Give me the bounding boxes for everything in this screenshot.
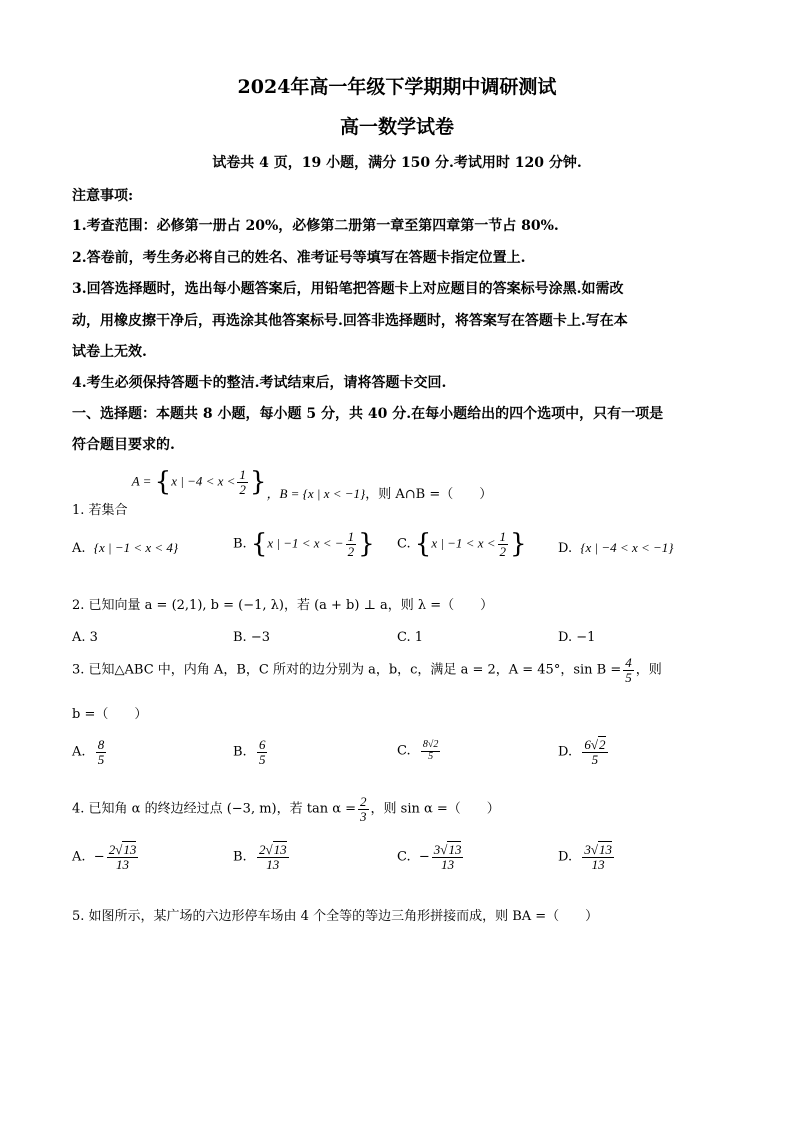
section-heading-line-1: 一、选择题：本题共 8 小题，每小题 5 分，共 40 分.在每小题给出的四个选项中，只有一项是 [72, 406, 664, 422]
q4-option-c[interactable]: C. − $\frac{3√13}{13}$ [397, 842, 462, 872]
q2-option-d[interactable]: D. −1 [558, 630, 596, 645]
q2-option-c[interactable]: C. 1 [397, 630, 424, 645]
q1-option-d[interactable]: D. {x | −4 < x < −1} [558, 540, 674, 556]
q4-option-d[interactable]: D. $\frac{3√13}{13}$ [558, 842, 612, 872]
q2-option-b[interactable]: B. −3 [233, 630, 270, 645]
note-3-line-2: 动，用橡皮擦干净后，再选涂其他答案标号.回答非选择题时，将答案写在答题卡上.写在本 [72, 313, 628, 329]
note-3-line-1: 3.回答选择题时，选出每小题答案后，用铅笔把答题卡上对应题目的答案标号涂黑.如需改 [72, 281, 624, 297]
q4-option-b[interactable]: B. $\frac{2√13}{13}$ [233, 842, 287, 872]
q3-option-a[interactable]: A. $\frac{8}{5}$ [72, 737, 105, 767]
section-heading-line-2: 符合题目要求的. [72, 437, 175, 453]
note-4: 4.考生必须保持答题卡的整洁.考试结束后，请将答题卡交回. [72, 375, 447, 391]
q1-option-a[interactable]: A. {x | −1 < x < 4} [72, 540, 179, 556]
exam-title: 2024年高一年级下学期期中调研测试 [237, 76, 557, 98]
q1-option-b[interactable]: B. {x | −1 < x < − $\frac{1}{2}$ } [233, 529, 375, 560]
question-2-stem: 2. 已知向量 a = (2,1), b = (−1, λ)，若 (a + b) ⊥ a，则 λ =（ ） [72, 598, 494, 613]
q1-option-c[interactable]: C. {x | −1 < x < $\frac{1}{2}$ } [397, 529, 527, 560]
q3-option-b[interactable]: B. $\frac{6}{5}$ [233, 737, 266, 767]
question-1-stem: 1. 若集合 A = {x | −4 < x < $\frac{1}{2}$ }，B = {x | x < −1}，则 A∩B =（ ） [72, 467, 493, 518]
q3-option-d[interactable]: D. $\frac{6√2}{5}$ [558, 737, 606, 767]
fraction-sinB: $\frac{4}{5}$ [625, 655, 632, 685]
exam-subtitle: 高一数学试卷 [339, 116, 454, 138]
q2-option-a[interactable]: A. 3 [72, 630, 98, 645]
q3-option-c[interactable]: C. $\frac{8√2}{5}$ [397, 739, 439, 762]
fraction-tan: $\frac{2}{3}$ [360, 794, 367, 824]
fraction-half: $\frac{1}{2}$ [239, 467, 246, 497]
note-2: 2.答卷前，考生务必将自己的姓名、准考证号等填写在答题卡指定位置上. [72, 250, 526, 266]
question-3-stem: 3. 已知△ABC 中，内角 A，B，C 所对的边分别为 a，b，c，满足 a = 2，A = 45°，sin B = $\frac{4}{5}$ ，则 [72, 655, 662, 685]
q4-option-a[interactable]: A. − $\frac{2√13}{13}$ [72, 842, 137, 872]
notes-heading: 注意事项: [72, 188, 134, 204]
note-1: 1.考查范围：必修第一册占 20%，必修第二册第一章至第四章第一节占 80%. [72, 218, 559, 234]
question-4-stem: 4. 已知角 α 的终边经过点 (−3, m)，若 tan α = $\frac{2}{3}$ ，则 sin α =（ ） [72, 794, 500, 824]
question-5-stem: 5. 如图所示，某广场的六边形停车场由 4 个全等的等边三角形拼接而成，则 BA =（ ） [72, 909, 599, 924]
question-3-stem-line-2: b =（ ） [72, 707, 148, 722]
note-3-line-3: 试卷上无效. [72, 344, 147, 360]
exam-info: 试卷共 4 页，19 小题，满分 150 分.考试用时 120 分钟. [212, 155, 582, 171]
